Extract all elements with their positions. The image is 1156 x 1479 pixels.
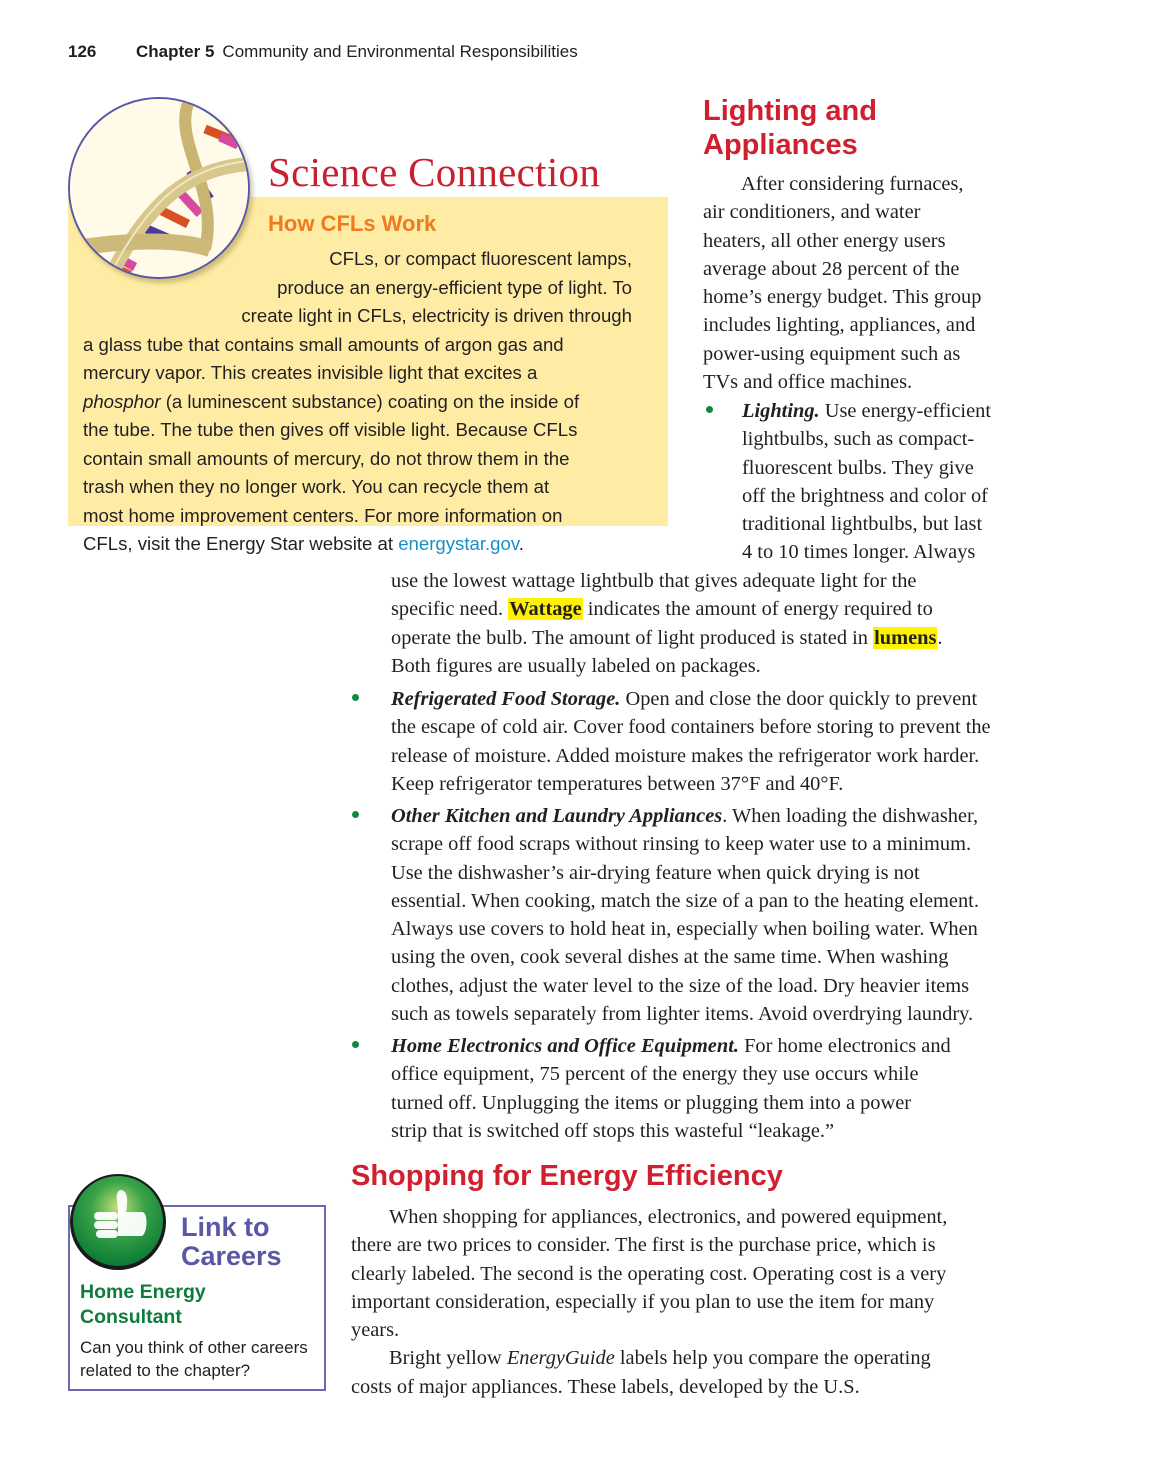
section-heading-shopping: Shopping for Energy Efficiency (351, 1160, 783, 1192)
bullet-icon (352, 811, 359, 818)
bullet-icon (352, 1041, 359, 1048)
bullet-lighting: Lighting. Use energy-efficient lightbulbs, such as compact- fluorescent bulbs. They give off the brightness and color of traditional lightbulbs, but last 4 to 10 times longer. Always (742, 400, 991, 564)
bullet-refrigerated: Refrigerated Food Storage. Open and close the door quickly to prevent the escape of cold air. Cover food containers before storing to prevent the release of moisture. Added moisture makes the refrigerator work harder. Keep refrigerator temperatures between 37°F and 40°F. (391, 688, 991, 795)
bullet-icon (706, 406, 713, 413)
body-line: CFLs, or compact fluorescent lamps, (329, 248, 632, 269)
body-line: produce an energy-efficient type of light. To (277, 276, 632, 298)
science-connection-body (83, 245, 643, 559)
body-line: contain small amounts of mercury, do not throw them in the (83, 447, 570, 469)
body-line: CFLs, visit the Energy Star website at energystar.gov. (83, 533, 524, 554)
careers-question: Can you think of other careers related to the chapter? (80, 1338, 308, 1380)
key-term-wattage: Wattage (509, 598, 582, 621)
career-name: Home Energy Consultant (80, 1281, 206, 1328)
dna-helix-icon (68, 97, 250, 279)
bullet-term: Other Kitchen and Laundry Appliances (391, 805, 723, 827)
bullet-icon (352, 694, 359, 701)
body-line: mercury vapor. This creates invisible light that excites a (83, 362, 538, 383)
chapter-title: Community and Environmental Responsibilities (222, 42, 578, 61)
bullet-term: Refrigerated Food Storage. (391, 688, 621, 710)
body-line: most home improvement centers. For more information on (83, 504, 563, 526)
bullet-kitchen: Other Kitchen and Laundry Appliances. When loading the dishwasher, scrape off food scraps without rinsing to keep water use to a minimum. Use the dishwasher’s air-drying feature when quick drying is not essential. When cooking, match the size of a pan to the heating element. Always use covers to hold heat in, especially when boiling water. When using the oven, cook several dishes at the same time. When washing clothes, adjust the water level to the size of the load. Dry heavier items such as towels separately from lighter items. Avoid overdrying laundry. (391, 805, 979, 1026)
link-to-careers-title: Link to Careers (181, 1212, 282, 1271)
running-header (68, 42, 578, 62)
energystar-link[interactable]: energystar.gov (398, 533, 519, 554)
body-line: trash when they no longer work. You can recycle them at (83, 476, 550, 497)
science-connection-title: Science Connection (268, 149, 601, 195)
chapter-label: Chapter 5 (136, 42, 215, 61)
bullet-electronics: Home Electronics and Office Equipment. For home electronics and office equipment, 75 percent of the energy they use occurs while turned off. Unplugging the items or plugging them into a power strip that is switched off stops this wasteful “leakage.” (391, 1035, 951, 1142)
page-number: 126 (68, 42, 97, 61)
bullet-lighting-continued: use the lowest wattage lightbulb that gives adequate light for the specific need. Wattage indicates the amount of energy required to operate the bulb. The amount of light produced is stated in lumens. Both figures are usually labeled on packages. (391, 570, 943, 677)
body-line: the tube. The tube then gives off visible light. Because CFLs (83, 419, 578, 440)
term-energyguide: EnergyGuide (506, 1347, 615, 1370)
lighting-intro: After considering furnaces, air conditioners, and water heaters, all other energy users average about 28 percent of the home’s energy budget. This group includes lighting, appliances, and power-using equipment such as TVs and office machines. (703, 173, 982, 394)
science-connection-subtitle: How CFLs Work (268, 211, 437, 236)
shopping-body: When shopping for appliances, electronics, and powered equipment, there are two prices to consider. The first is the purchase price, which is clearly labeled. The second is the operating cost. Operating cost is a very important consideration, especially if you plan to use the item for many years. Bright yellow EnergyGuide labels help you compare the operating costs of major appliances. These labels, developed by the U.S. (351, 1206, 948, 1398)
bullet-term: Lighting. (742, 400, 820, 422)
key-term-lumens: lumens (874, 626, 937, 649)
section-heading-lighting: Lighting and Appliances (703, 95, 877, 161)
body-line: phosphor (a luminescent substance) coating on the inside of (83, 390, 580, 412)
thumbs-up-icon (68, 1172, 168, 1272)
body-line: create light in CFLs, electricity is driven through (241, 305, 632, 326)
bullet-term: Home Electronics and Office Equipment. (391, 1035, 739, 1057)
term-phosphor: phosphor (83, 390, 161, 412)
body-line: a glass tube that contains small amounts of argon gas and (83, 333, 564, 355)
